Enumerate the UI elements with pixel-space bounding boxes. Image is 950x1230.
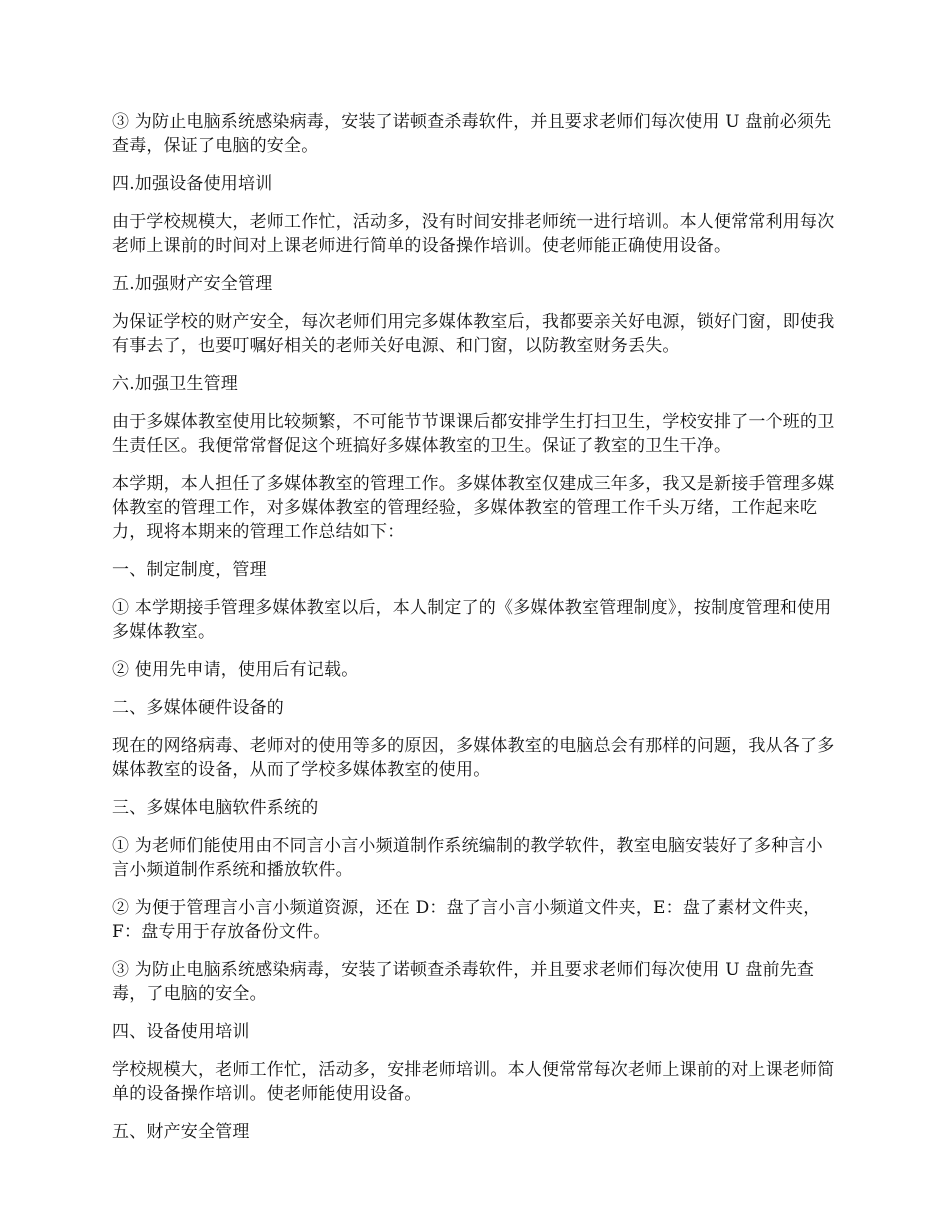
- paragraph-hardware: 现在的网络病毒、老师对的使用等多的原因，多媒体教室的电脑总会有那样的问题，我从各了多媒体教室的设备，从而了学校多媒体教室的使用。: [112, 736, 835, 780]
- paragraph-rules-2: ② 使用先申请，使用后有记载。: [112, 660, 359, 680]
- paragraph-virus-protection: ③ 为防止电脑系统感染病毒，安装了诺顿查杀毒软件，并且要求老师们每次使用 U 盘前必须先查毒，保证了电脑的安全。: [112, 112, 832, 156]
- paragraph-software-1: ① 为老师们能使用由不同言小言小频道制作系统编制的教学软件，教室电脑安装好了多种言小言小频道制作系统和播放软件。: [112, 836, 823, 880]
- section-heading-rules: 一、制定制度，管理: [112, 560, 267, 580]
- section-heading-hygiene: 六.加强卫生管理: [112, 374, 239, 394]
- paragraph-software-2: ② 为便于管理言小言小频道资源，还在 D：盘了言小言小频道文件夹，E：盘了素材文件夹，F：盘专用于存放备份文件。: [112, 898, 821, 942]
- paragraph-training: 由于学校规模大，老师工作忙，活动多，没有时间安排老师统一进行培训。本人便常常利用每次老师上课前的时间对上课老师进行简单的设备操作培训。使老师能正确使用设备。: [112, 212, 835, 256]
- section-heading-software: 三、多媒体电脑软件系统的: [112, 798, 319, 818]
- section-heading-training: 四.加强设备使用培训: [112, 174, 273, 194]
- section-heading-equipment-training: 四、设备使用培训: [112, 1022, 250, 1042]
- paragraph-summary-intro: 本学期，本人担任了多媒体教室的管理工作。多媒体教室仅建成三年多，我又是新接手管理多媒体教室的管理工作，对多媒体教室的管理经验，多媒体教室的管理工作千头万绪，工作起来吃力，现将本期来的管理工作总结如下：: [112, 474, 835, 542]
- paragraph-property-safety: 为保证学校的财产安全，每次老师们用完多媒体教室后，我都要亲关好电源，锁好门窗，即使我有事去了，也要叮嘱好相关的老师关好电源、和门窗，以防教室财务丢失。: [112, 312, 835, 356]
- section-heading-property-safety: 五.加强财产安全管理: [112, 274, 273, 294]
- paragraph-rules-1: ① 本学期接手管理多媒体教室以后，本人制定了的《多媒体教室管理制度》，按制度管理和使用多媒体教室。: [112, 598, 832, 642]
- paragraph-software-3: ③ 为防止电脑系统感染病毒，安装了诺顿查杀毒软件，并且要求老师们每次使用 U 盘前先查毒，了电脑的安全。: [112, 960, 815, 1004]
- paragraph-equipment-training: 学校规模大，老师工作忙，活动多，安排老师培训。本人便常常每次老师上课前的对上课老师简单的设备操作培训。使老师能使用设备。: [112, 1060, 835, 1104]
- paragraph-hygiene: 由于多媒体教室使用比较频繁，不可能节节课课后都安排学生打扫卫生，学校安排了一个班的卫生责任区。我便常常督促这个班搞好多媒体教室的卫生。保证了教室的卫生干净。: [112, 412, 835, 456]
- section-heading-property-management: 五、财产安全管理: [112, 1122, 250, 1142]
- section-heading-hardware: 二、多媒体硬件设备的: [112, 698, 284, 718]
